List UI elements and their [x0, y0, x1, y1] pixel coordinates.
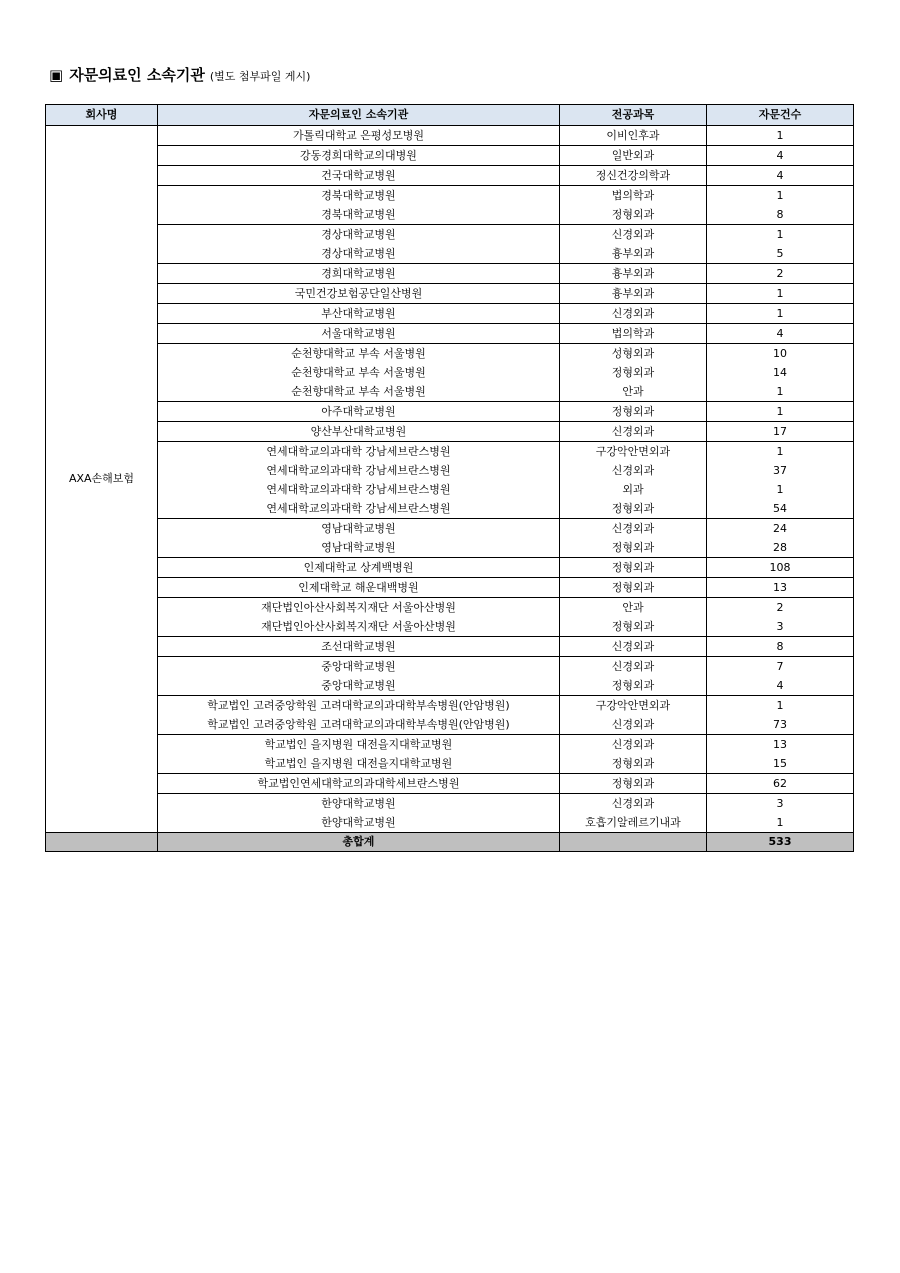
count-cell: 2	[707, 264, 854, 284]
institution-cell: 아주대학교병원	[158, 402, 560, 422]
institution-cell: 영남대학교병원	[158, 519, 560, 539]
department-cell: 정형외과	[560, 754, 707, 774]
institution-cell: 학교법인연세대학교의과대학세브란스병원	[158, 774, 560, 794]
count-cell: 10	[707, 344, 854, 364]
count-cell: 3	[707, 794, 854, 814]
department-cell: 정형외과	[560, 205, 707, 225]
department-cell: 신경외과	[560, 225, 707, 245]
institution-cell: 한양대학교병원	[158, 794, 560, 814]
count-cell: 62	[707, 774, 854, 794]
table-row	[46, 225, 854, 245]
count-cell: 8	[707, 637, 854, 657]
institution-cell: 중앙대학교병원	[158, 657, 560, 677]
institution-cell: 인제대학교 해운대백병원	[158, 578, 560, 598]
table-row	[46, 637, 854, 657]
institution-cell: 연세대학교의과대학 강남세브란스병원	[158, 480, 560, 499]
institution-cell: 재단법인아산사회복지재단 서울아산병원	[158, 598, 560, 618]
table-row	[46, 363, 854, 382]
count-cell: 1	[707, 126, 854, 146]
department-cell: 정형외과	[560, 558, 707, 578]
department-cell: 정신건강의학과	[560, 166, 707, 186]
table-row	[46, 186, 854, 206]
table-row	[46, 402, 854, 422]
company-name-cell: AXA손해보험	[46, 126, 158, 833]
institution-cell: 양산부산대학교병원	[158, 422, 560, 442]
department-cell: 흉부외과	[560, 284, 707, 304]
count-cell: 108	[707, 558, 854, 578]
count-cell: 1	[707, 696, 854, 716]
institution-cell: 학교법인 을지병원 대전을지대학교병원	[158, 735, 560, 755]
institution-cell: 강동경희대학교의대병원	[158, 146, 560, 166]
department-cell: 호흡기알레르기내과	[560, 813, 707, 833]
table-row	[46, 538, 854, 558]
department-cell: 정형외과	[560, 402, 707, 422]
department-cell: 신경외과	[560, 422, 707, 442]
count-cell: 17	[707, 422, 854, 442]
table-row	[46, 754, 854, 774]
count-cell: 54	[707, 499, 854, 519]
table-body	[46, 126, 854, 833]
institution-cell: 국민건강보험공단일산병원	[158, 284, 560, 304]
department-cell: 외과	[560, 480, 707, 499]
column-header-department: 전공과목	[560, 105, 707, 126]
count-cell: 1	[707, 480, 854, 499]
count-cell: 8	[707, 205, 854, 225]
table-row	[46, 676, 854, 696]
table-row	[46, 774, 854, 794]
table-row	[46, 146, 854, 166]
title-note: (별도 첨부파일 게시)	[209, 70, 311, 83]
table-row	[46, 126, 854, 146]
count-cell: 4	[707, 676, 854, 696]
department-cell: 신경외과	[560, 794, 707, 814]
table-row	[46, 578, 854, 598]
institution-cell: 한양대학교병원	[158, 813, 560, 833]
table-row	[46, 598, 854, 618]
institution-cell: 경상대학교병원	[158, 244, 560, 264]
table-row	[46, 382, 854, 402]
department-cell: 신경외과	[560, 519, 707, 539]
count-cell: 1	[707, 304, 854, 324]
table-row	[46, 205, 854, 225]
total-count: 533	[707, 833, 854, 852]
department-cell: 정형외과	[560, 676, 707, 696]
department-cell: 정형외과	[560, 499, 707, 519]
department-cell: 신경외과	[560, 657, 707, 677]
department-cell: 구강악안면외과	[560, 696, 707, 716]
count-cell: 3	[707, 617, 854, 637]
institution-cell: 학교법인 고려중앙학원 고려대학교의과대학부속병원(안암병원)	[158, 715, 560, 735]
count-cell: 13	[707, 578, 854, 598]
table-row	[46, 558, 854, 578]
institution-cell: 연세대학교의과대학 강남세브란스병원	[158, 499, 560, 519]
table-row	[46, 480, 854, 499]
department-cell: 흉부외과	[560, 264, 707, 284]
table-row	[46, 461, 854, 480]
institution-cell: 학교법인 을지병원 대전을지대학교병원	[158, 754, 560, 774]
table-row	[46, 519, 854, 539]
department-cell: 일반외과	[560, 146, 707, 166]
table-row	[46, 715, 854, 735]
count-cell: 1	[707, 225, 854, 245]
department-cell: 정형외과	[560, 363, 707, 382]
table-row	[46, 264, 854, 284]
institution-cell: 조선대학교병원	[158, 637, 560, 657]
table-row	[46, 499, 854, 519]
institution-cell: 경희대학교병원	[158, 264, 560, 284]
count-cell: 7	[707, 657, 854, 677]
section-title	[49, 64, 310, 85]
table-row	[46, 696, 854, 716]
count-cell: 1	[707, 813, 854, 833]
total-row	[46, 833, 854, 852]
department-cell: 안과	[560, 598, 707, 618]
count-cell: 37	[707, 461, 854, 480]
title-text: 자문의료인 소속기관	[69, 66, 205, 84]
institution-cell: 건국대학교병원	[158, 166, 560, 186]
department-cell: 법의학과	[560, 186, 707, 206]
institution-cell: 경상대학교병원	[158, 225, 560, 245]
department-cell: 신경외과	[560, 637, 707, 657]
institution-cell: 연세대학교의과대학 강남세브란스병원	[158, 461, 560, 480]
count-cell: 24	[707, 519, 854, 539]
institution-cell: 순천향대학교 부속 서울병원	[158, 363, 560, 382]
department-cell: 신경외과	[560, 304, 707, 324]
institution-cell: 학교법인 고려중앙학원 고려대학교의과대학부속병원(안암병원)	[158, 696, 560, 716]
table-row	[46, 813, 854, 833]
count-cell: 73	[707, 715, 854, 735]
count-cell: 1	[707, 442, 854, 462]
table-row	[46, 422, 854, 442]
count-cell: 4	[707, 324, 854, 344]
department-cell: 신경외과	[560, 735, 707, 755]
department-cell: 흉부외과	[560, 244, 707, 264]
department-cell: 정형외과	[560, 774, 707, 794]
count-cell: 15	[707, 754, 854, 774]
column-header-company: 회사명	[46, 105, 158, 126]
total-company-cell	[46, 833, 158, 852]
institution-cell: 순천향대학교 부속 서울병원	[158, 344, 560, 364]
count-cell: 14	[707, 363, 854, 382]
count-cell: 1	[707, 382, 854, 402]
institution-cell: 인제대학교 상계백병원	[158, 558, 560, 578]
count-cell: 4	[707, 166, 854, 186]
institution-cell: 순천향대학교 부속 서울병원	[158, 382, 560, 402]
department-cell: 신경외과	[560, 715, 707, 735]
table-row	[46, 304, 854, 324]
department-cell: 법의학과	[560, 324, 707, 344]
table-row	[46, 244, 854, 264]
table-row	[46, 794, 854, 814]
department-cell: 구강악안면외과	[560, 442, 707, 462]
count-cell: 1	[707, 186, 854, 206]
institution-cell: 재단법인아산사회복지재단 서울아산병원	[158, 617, 560, 637]
count-cell: 2	[707, 598, 854, 618]
department-cell: 신경외과	[560, 461, 707, 480]
table-row	[46, 442, 854, 462]
count-cell: 1	[707, 284, 854, 304]
table-row	[46, 657, 854, 677]
department-cell: 정형외과	[560, 578, 707, 598]
table-row	[46, 735, 854, 755]
institution-cell: 가톨릭대학교 은평성모병원	[158, 126, 560, 146]
department-cell: 이비인후과	[560, 126, 707, 146]
count-cell: 13	[707, 735, 854, 755]
count-cell: 28	[707, 538, 854, 558]
department-cell: 정형외과	[560, 538, 707, 558]
department-cell: 정형외과	[560, 617, 707, 637]
count-cell: 5	[707, 244, 854, 264]
table-row	[46, 344, 854, 364]
institution-cell: 연세대학교의과대학 강남세브란스병원	[158, 442, 560, 462]
title-square-icon: ▣	[49, 66, 64, 84]
count-cell: 4	[707, 146, 854, 166]
institution-cell: 서울대학교병원	[158, 324, 560, 344]
total-label: 총합계	[158, 833, 560, 852]
institution-cell: 영남대학교병원	[158, 538, 560, 558]
department-cell: 성형외과	[560, 344, 707, 364]
institution-cell: 경북대학교병원	[158, 186, 560, 206]
column-header-institution: 자문의료인 소속기관	[158, 105, 560, 126]
column-header-count: 자문건수	[707, 105, 854, 126]
table-row	[46, 617, 854, 637]
institution-cell: 경북대학교병원	[158, 205, 560, 225]
table-row	[46, 324, 854, 344]
advisory-institution-table	[45, 104, 854, 852]
count-cell: 1	[707, 402, 854, 422]
institution-cell: 부산대학교병원	[158, 304, 560, 324]
department-cell: 안과	[560, 382, 707, 402]
table-row	[46, 284, 854, 304]
institution-cell: 중앙대학교병원	[158, 676, 560, 696]
table-header-row	[46, 105, 854, 126]
table-row	[46, 166, 854, 186]
total-department-cell	[560, 833, 707, 852]
